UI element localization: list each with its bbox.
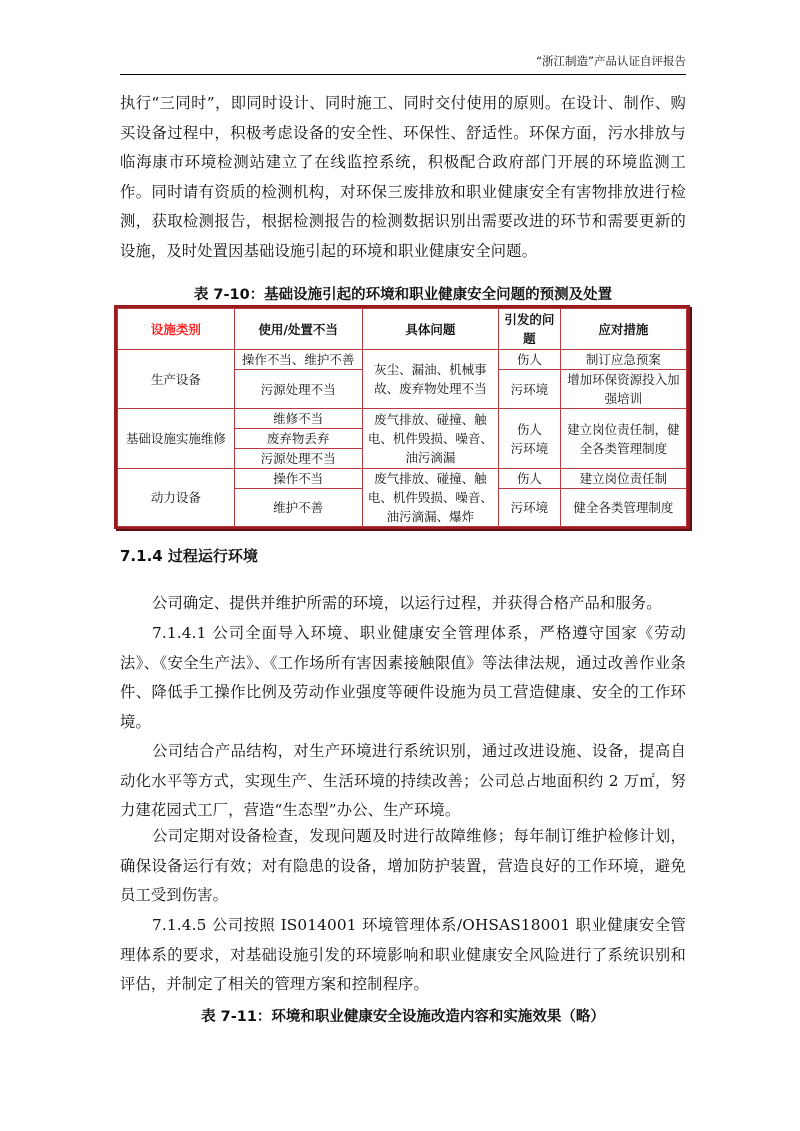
category-cell: 基础设施实施维修 xyxy=(118,409,235,469)
col-header-problems: 具体问题 xyxy=(362,309,499,350)
measure-cell: 建立岗位责任制，健全各类管理制度 xyxy=(560,409,686,469)
misuse-cell: 废弃物丢弃 xyxy=(234,429,362,449)
section-paragraph: 7.1.4.1 公司全面导入环境、职业健康安全管理体系，严格遵守国家《劳动法》、《安全生产法》、《工作场所有害因素接触限值》等法律法规，通过改善作业条件、降低手工操作比例及劳动作业强度等硬件设施为员工营造健康、安全的工作环境。 xyxy=(120,624,686,731)
table-7-11-caption: 表 7-11：环境和职业健康安全设施改造内容和实施效果（略） xyxy=(201,1009,605,1025)
intro-paragraph: 执行“三同时”，即同时设计、同时施工、同时交付使用的原则。在设计、制作、购买设备过程中，积极考虑设备的安全性、环保性、舒适性。环保方面，污水排放与临海康市环境检测站建立了在线监控系统，积极配合政府部门开展的环境监测工作。同时请有资质的检测机构，对环保三废排放和职业健康安全有害物排放进行检测，获取检测报告，根据检测报告的检测数据识别出需要改进的环节和需要更新的设施，及时处置因基础设施引起的环境和职业健康安全问题。 xyxy=(120,94,686,260)
section-paragraph: 公司定期对设备检查，发现问题及时进行故障维修；每年制订维护检修计划，确保设备运行有效；对有隐患的设备，增加防护装置，营造良好的工作环境，避免员工受到伤害。 xyxy=(120,827,686,904)
table-row xyxy=(118,350,687,370)
measure-cell: 建立岗位责任制 xyxy=(560,469,686,489)
consequence-cell: 伤人 xyxy=(499,469,560,489)
table-row xyxy=(118,409,687,429)
table-row xyxy=(118,469,687,489)
consequence-cell: 污环境 xyxy=(499,489,560,527)
col-header-measures: 应对措施 xyxy=(560,309,686,350)
category-cell: 生产设备 xyxy=(118,350,235,409)
col-header-consequences: 引发的问题 xyxy=(499,309,560,350)
misuse-cell: 操作不当、维护不善 xyxy=(234,350,362,370)
measure-cell: 健全各类管理制度 xyxy=(560,489,686,527)
table-7-10-caption: 表 7-10：基础设施引起的环境和职业健康安全问题的预测及处置 xyxy=(193,287,613,303)
misuse-cell: 污源处理不当 xyxy=(234,370,362,409)
consequence-cell: 伤人 污环境 xyxy=(499,409,560,469)
consequence-cell: 伤人 xyxy=(499,350,560,370)
col-header-category: 设施类别 xyxy=(118,309,235,350)
measure-cell: 增加环保资源投入加强培训 xyxy=(560,370,686,409)
category-cell: 动力设备 xyxy=(118,469,235,527)
page-header xyxy=(120,52,686,75)
misuse-cell: 维修不当 xyxy=(234,409,362,429)
misuse-cell: 操作不当 xyxy=(234,469,362,489)
section-paragraph: 公司确定、提供并维护所需的环境，以运行过程，并获得合格产品和服务。 xyxy=(152,594,662,612)
misuse-cell: 污源处理不当 xyxy=(234,449,362,469)
misuse-cell: 维护不善 xyxy=(234,489,362,527)
problems-cell: 废气排放、碰撞、触电、机件毁损、噪音、油污滴漏、爆炸 xyxy=(362,469,499,527)
infrastructure-issues-table xyxy=(114,305,690,529)
section-heading: 7.1.4 过程运行环境 xyxy=(120,547,258,565)
measure-cell: 制订应急预案 xyxy=(560,350,686,370)
table-header-row xyxy=(118,309,687,350)
report-title: “浙江制造”产品认证自评报告 xyxy=(536,54,686,68)
col-header-misuse: 使用/处置不当 xyxy=(234,309,362,350)
problems-cell: 废气排放、碰撞、触电、机件毁损、噪音、油污滴漏 xyxy=(362,409,499,469)
consequence-cell: 污环境 xyxy=(499,370,560,409)
section-paragraph: 7.1.4.5 公司按照 IS014001 环境管理体系/OHSAS18001 职业健康安全管理体系的要求，对基础设施引发的环境影响和职业健康安全风险进行了系统识别和评估，并制定了相关的管理方案和控制程序。 xyxy=(120,916,686,993)
section-paragraph: 公司结合产品结构，对生产环境进行系统识别，通过改进设施、设备，提高自动化水平等方式，实现生产、生活环境的持续改善；公司总占地面积约 2 万㎡，努力建花园式工厂，营造“生态型”办公、生产环境。 xyxy=(120,742,686,819)
problems-cell: 灰尘、漏油、机械事故、废弃物处理不当 xyxy=(362,350,499,409)
